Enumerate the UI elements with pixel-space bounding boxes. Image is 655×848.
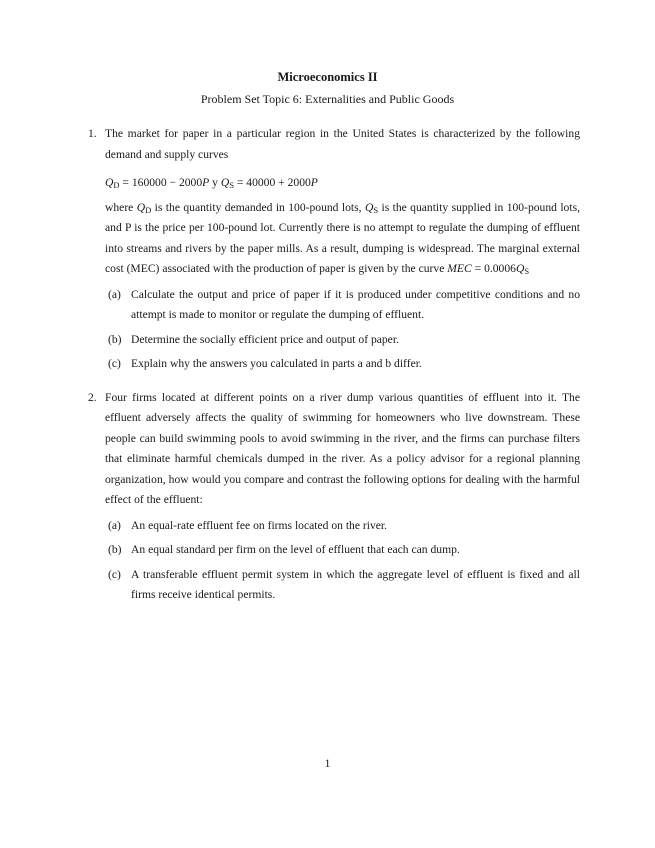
body-qd-subscript: D	[145, 204, 152, 215]
equation-demand-p: P	[202, 176, 210, 189]
part-label: (a)	[108, 287, 121, 301]
body-qs-subscript: S	[373, 204, 379, 215]
equation-qs-subscript: S	[229, 180, 234, 190]
body-mec-symbol: MEC	[447, 262, 472, 275]
problem-parts	[105, 516, 580, 606]
equation-connector: y	[209, 176, 221, 189]
body-text: where	[105, 200, 137, 214]
document-subtitle: Problem Set Topic 6: Externalities and Public Goods	[200, 92, 455, 106]
equation-qd-subscript: D	[113, 180, 120, 190]
part-text: An equal-rate effluent fee on firms located on the river.	[131, 518, 388, 532]
part-label: (c)	[108, 357, 121, 370]
problem-intro: The market for paper in a particular region in the United States is characterized by the following demand and supply curves	[105, 127, 580, 161]
document-title: Microeconomics II	[277, 70, 378, 84]
equation-supply-p: P	[310, 176, 318, 189]
problem-part-a	[105, 516, 580, 537]
page-number: 1	[324, 758, 331, 770]
body-text: is the quantity supplied in 100-pound lots, and P is the price per 100-pound lot. Currently there is no attempt to regulate the dumping of effluent into streams and rivers by the paper mills. As a result, dumping is widespread. The marginal external cost (MEC) associated with the production of paper is given by the curve	[105, 200, 580, 275]
body-qs-subscript: S	[524, 266, 530, 276]
problem-parts	[105, 285, 580, 375]
part-label: (c)	[108, 567, 121, 581]
problem-part-c	[105, 565, 580, 606]
problem-2	[88, 388, 580, 606]
part-label: (b)	[108, 543, 122, 556]
problem-number: 1.	[88, 127, 97, 140]
equation-supply-rhs: = 40000 + 2000	[233, 176, 311, 189]
part-text: An equal standard per firm on the level of effluent that each can dump.	[131, 543, 460, 556]
problem-part-b	[105, 540, 580, 561]
supply-demand-equation: $Q_D = 160000 - 2000P$ y $Q_S = 40000 + 2000P$	[105, 176, 318, 190]
problem-body: where $Q_D$ is the quantity demanded in 100-pound lots, $Q_S$ is the quantity supplied in 100-pound lots, and P is the price per 100-pound lot. Currently there is no attempt to regulate the dumping of effluent into streams and rivers by the paper mills. As a result, dumping is widespread. The marginal external cost (MEC) associated with the production of paper is given by the curve MEC = $0.0006Q_S$	[105, 200, 580, 276]
problem-1	[88, 124, 580, 375]
problem-intro: Four firms located at different points on a river dump various quantities of effluent into it. The effluent adversely affects the quality of swimming for homeowners who live downstream. These people can build swimming pools to avoid swimming in the river, and the firms can purchase filters that eliminate harmful chemicals dumped in the river. As a policy advisor for a regional planning organization, how would you compare and contrast the following options for dealing with the harmful effect of the effluent:	[105, 390, 580, 506]
problem-part-b	[105, 330, 580, 351]
part-label: (b)	[108, 332, 122, 346]
part-text: A transferable effluent permit system in which the aggregate level of effluent is fixed and all firms receive identical permits.	[131, 567, 580, 601]
part-text: Determine the socially efficient price and output of paper.	[131, 332, 399, 346]
body-text: is the quantity demanded in 100-pound lots,	[151, 200, 365, 214]
part-label: (a)	[108, 518, 121, 532]
problem-part-c	[105, 354, 580, 375]
body-mec-rhs: = 0.0006	[471, 262, 516, 275]
part-text: Calculate the output and price of paper if it is produced under competitive conditions and no attempt is made to monitor or regulate the dumping of effluent.	[131, 287, 580, 321]
problem-part-a	[105, 285, 580, 326]
part-text: Explain why the answers you calculated in parts a and b differ.	[131, 357, 422, 370]
equation-demand-rhs: = 160000 − 2000	[119, 176, 203, 189]
problem-list	[88, 124, 580, 610]
problem-number: 2.	[88, 390, 97, 404]
